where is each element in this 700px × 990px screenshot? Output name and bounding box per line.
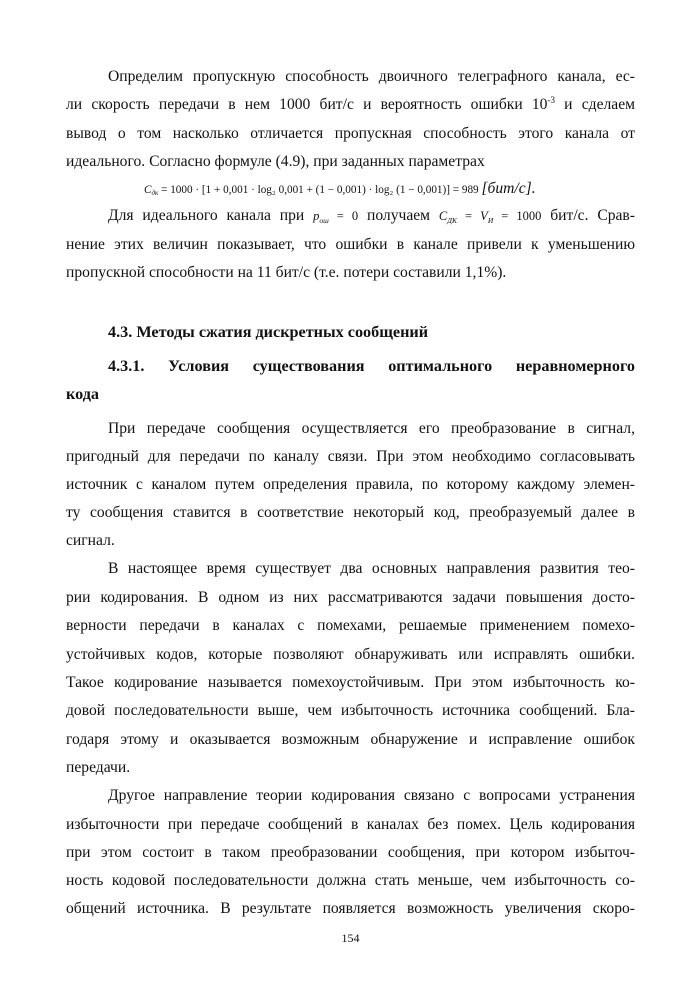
paragraph-line: ту сообщения ставится в соответствие некоторый код, преобразуемый далее в: [66, 504, 635, 521]
page-number: 154: [341, 931, 360, 945]
paragraph-line: В настоящее время существует два основных направления развития тео-: [108, 560, 635, 577]
paragraph-line: Для идеального канала при pош = 0 получаем CДК = VИ = 1000 бит/с. Срав-: [108, 207, 635, 225]
exponent: -3: [547, 95, 555, 105]
paragraph-line: избыточности при передаче сообщений в каналах без помех. Цель кодирования: [66, 816, 635, 833]
paragraph-line: источник с каналом путем определения правила, по которому каждому элемен-: [66, 476, 635, 493]
paragraph-line: идеального. Согласно формуле (4.9), при заданных параметрах: [66, 153, 485, 170]
paragraph-line: верности передачи в каналах с помехами, решаемые применением помехо-: [66, 617, 635, 634]
subsection-heading: 4.3.1. Условия существования оптимального неравномерного: [108, 357, 635, 375]
paragraph-line: сигнал.: [66, 532, 115, 549]
paragraph-line: Такое кодирование называется помехоустойчивым. При этом избыточность ко-: [66, 674, 635, 691]
paragraph-line: ли скорость передачи в нем 1000 бит/с и вероятность ошибки $10^{-3}$ и сделаем: [66, 95, 635, 113]
paragraph-line: передачи.: [66, 759, 131, 776]
paragraph-line: рии кодирования. В одном из них рассматриваются задачи повышения досто-: [66, 589, 635, 606]
paragraph-line: При передаче сообщения осуществляется его преобразование в сигнал,: [108, 420, 635, 437]
paragraph-line: нение этих величин показывает, что ошибки в канале привели к уменьшению: [66, 236, 635, 253]
paragraph-line: довой последовательности выше, чем избыточность источника сообщений. Бла-: [66, 702, 635, 719]
subsection-heading-cont: кода: [66, 385, 100, 403]
paragraph-line: ность кодовой последовательности должна стать меньше, чем избыточность со-: [66, 872, 635, 889]
paragraph-line: устойчивых кодов, которые позволяют обнаруживать или исправлять ошибки.: [66, 646, 635, 663]
paragraph-line: пропускной способности на 11 бит/с (т.е. потери составили 1,1%).: [66, 264, 507, 281]
section-heading: 4.3. Методы сжатия дискретных сообщений: [108, 323, 429, 341]
paragraph-line: годаря этому и оказывается возможным обнаружение и исправление ошибок: [66, 731, 635, 748]
paragraph-line: пригодный для передачи по каналу связи. При этом необходимо согласовывать: [66, 448, 635, 465]
paragraph-line: общений источника. В результате появляется возможность увеличения скоро-: [66, 900, 635, 917]
unit-label: [бит/с].: [481, 180, 536, 197]
paragraph-line: вывод о том насколько отличается пропускная способность этого канала от: [66, 125, 635, 142]
paragraph-line: при этом состоит в таком преобразовании сообщения, при котором избыточ-: [66, 844, 635, 861]
document-page: [66, 0, 635, 990]
paragraph-line: Другое направление теории кодирования связано с вопросами устранения: [108, 787, 635, 804]
capacity-formula: $C_{дк} = 1000 \cdot [1 + 0,001 \cdot \log_2$ 0,001 + (1 − 0,001) · log₂ (1 − 0,001)] = 989 [бит/с].: [144, 180, 536, 197]
paragraph-line: Определим пропускную способность двоичного телеграфного канала, ес-: [108, 68, 635, 85]
